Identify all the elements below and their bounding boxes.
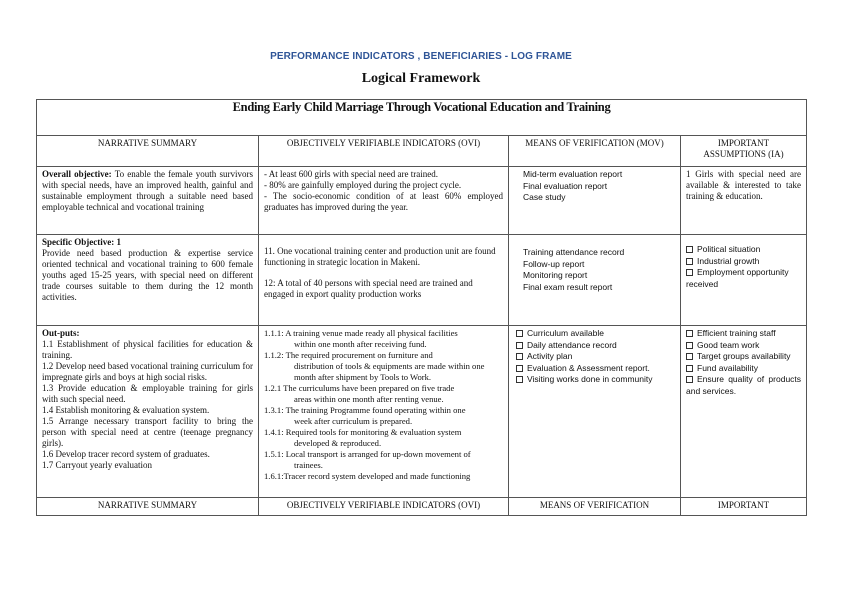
ia-text: Efficient training staff <box>697 328 776 338</box>
ovi-line: 1.3.1: The training Programme found operating within one <box>264 405 466 415</box>
specific-ovi <box>259 235 509 326</box>
ovi-line: - At least 600 girls with special need are trained. <box>264 169 438 179</box>
output-item: 1.4 Establish monitoring & evaluation system. <box>42 405 210 415</box>
ovi-line: - The socio-economic condition of at least 60% employed graduates has improved during the year. <box>264 191 503 212</box>
checkbox-icon <box>516 376 523 383</box>
overall-ia: 1 Girls with special need are available & interested to take training & education. <box>681 167 807 235</box>
ia-item <box>686 340 801 352</box>
checkbox-icon <box>686 246 693 253</box>
table-row-overall <box>37 167 807 235</box>
header-ovi: OBJECTIVELY VERIFIABLE INDICATORS (OVI) <box>259 136 509 167</box>
ia-item <box>686 328 801 340</box>
footer-ovi: OBJECTIVELY VERIFIABLE INDICATORS (OVI) <box>259 498 509 516</box>
checkbox-icon <box>686 258 693 265</box>
mov-item: Final exam result report <box>523 281 613 292</box>
mov-item <box>516 363 675 375</box>
ia-text: Good team work <box>697 339 760 350</box>
ia-item <box>686 244 801 256</box>
output-item: 1.2 Develop need based vocational training curriculum for impregnate girls and boys at high social risks. <box>42 361 253 382</box>
mov-item: Case study <box>523 192 566 202</box>
ia-text: Employment opportunity received <box>686 267 789 289</box>
output-item: 1.7 Carryout yearly evaluation <box>42 460 152 470</box>
outputs-ia <box>681 326 807 498</box>
ovi-line: 1.5.1: Local transport is arranged for up-down movement of <box>264 449 471 459</box>
checkbox-icon <box>516 353 523 360</box>
footer-ia: IMPORTANT <box>681 498 807 516</box>
checkbox-icon <box>516 330 523 337</box>
specific-mov <box>509 235 681 326</box>
outputs-narrative <box>37 326 259 498</box>
mov-text: Daily attendance record <box>527 339 617 350</box>
ovi-line: 1.2.1 The curriculums have been prepared on five trade <box>264 383 455 393</box>
ovi-line: 1.4.1: Required tools for monitoring & evaluation system <box>264 427 462 437</box>
overall-text: To enable the female youth survivors with special needs, have an improved health, gainful and sustainable employment through a suitable need based employable technical and vocational training <box>42 169 253 212</box>
ia-item <box>686 363 801 375</box>
ia-text: Ensure quality of products and services. <box>686 374 802 396</box>
ovi-line-cont: developed & reproduced. <box>294 438 382 448</box>
specific-narrative <box>37 235 259 326</box>
overall-narrative <box>37 167 259 235</box>
checkbox-icon <box>686 365 693 372</box>
mov-text: Activity plan <box>527 351 573 361</box>
ia-item <box>686 351 801 363</box>
document-title: Logical Framework <box>361 71 481 86</box>
ia-item <box>686 256 801 268</box>
ovi-line: 11. One vocational training center and production unit are found functioning in strategic location in Makeni. <box>264 246 496 267</box>
ia-text: Target groups availability <box>697 351 791 361</box>
mov-text: Visiting works done in community <box>527 374 653 384</box>
ovi-line: - 80% are gainfully employed during the project cycle. <box>264 180 462 190</box>
output-item: 1.6 Develop tracer record system of graduates. <box>42 449 210 459</box>
ovi-line-cont: areas within one month after renting venue. <box>294 394 444 404</box>
output-item: 1.1 Establishment of physical facilities for education & training. <box>42 339 253 360</box>
mov-item: Training attendance record <box>523 247 625 257</box>
page-heading: PERFORMANCE INDICATORS , BENEFICIARIES - LOG FRAME <box>270 51 572 62</box>
table-row-outputs <box>37 326 807 498</box>
table-row-specific <box>37 235 807 326</box>
footer-header-row <box>37 498 807 516</box>
header-ia: IMPORTANT ASSUMPTIONS (IA) <box>681 136 807 167</box>
ovi-line-cont: trainees. <box>294 460 323 470</box>
ia-item <box>686 374 801 397</box>
footer-mov: MEANS OF VERIFICATION <box>509 498 681 516</box>
ovi-line: 1.1.2: The required procurement on furniture and <box>264 350 433 360</box>
ovi-line-cont: distribution of tools & equipments are made within one month after shipment by Tools to Work. <box>294 361 485 382</box>
header-row <box>37 136 807 167</box>
overall-label: Overall objective: <box>42 169 112 179</box>
log-frame-table <box>36 99 807 516</box>
mov-item <box>516 374 675 386</box>
project-title: Ending Early Child Marriage Through Vocational Education and Training <box>37 100 807 136</box>
outputs-label: Out-puts: <box>42 328 80 338</box>
mov-text: Evaluation & Assessment report. <box>527 362 650 373</box>
ovi-line: 1.6.1:Tracer record system developed and made functioning <box>264 471 471 481</box>
mov-item: Follow-up report <box>523 258 585 269</box>
mov-item <box>516 328 675 340</box>
specific-ia <box>681 235 807 326</box>
output-item: 1.3 Provide education & employable training for girls with such special need. <box>42 383 253 404</box>
ia-text: Political situation <box>697 244 761 254</box>
mov-item <box>516 351 675 363</box>
mov-item: Mid-term evaluation report <box>523 169 623 179</box>
ia-text: Industrial growth <box>697 255 760 266</box>
checkbox-icon <box>686 353 693 360</box>
specific-text: Provide need based production & expertise service oriented technical and vocational training to 600 female youths aged 15-25 years, with special need on different trade courses suitable to them during the 12 month activities. <box>42 248 253 302</box>
overall-mov <box>509 167 681 235</box>
ovi-line-cont: week after curriculum is prepared. <box>294 416 413 426</box>
checkbox-icon <box>516 342 523 349</box>
checkbox-icon <box>686 376 693 383</box>
header-narrative: NARRATIVE SUMMARY <box>37 136 259 167</box>
ovi-line: 12: A total of 40 persons with special need are trained and engaged in export quality production works <box>264 278 473 299</box>
mov-item: Monitoring report <box>523 270 588 280</box>
footer-narrative: NARRATIVE SUMMARY <box>37 498 259 516</box>
output-item: 1.5 Arrange necessary transport facility to bring the person with special need at centre (teenage pregnancy girls). <box>42 416 253 448</box>
mov-text: Curriculum available <box>527 328 605 338</box>
ia-item <box>686 267 801 290</box>
specific-label: Specific Objective: 1 <box>42 237 121 247</box>
outputs-mov <box>509 326 681 498</box>
outputs-ovi <box>259 326 509 498</box>
header-mov: MEANS OF VERIFICATION (MOV) <box>509 136 681 167</box>
table-band-row <box>37 100 807 136</box>
checkbox-icon <box>686 330 693 337</box>
mov-item: Final evaluation report <box>523 180 608 191</box>
ovi-line: 1.1.1: A training venue made ready all physical facilities <box>264 328 458 338</box>
checkbox-icon <box>686 342 693 349</box>
ovi-line-cont: within one month after receiving fund. <box>294 339 427 349</box>
mov-item <box>516 340 675 352</box>
ia-text: Fund availability <box>697 362 758 373</box>
checkbox-icon <box>516 365 523 372</box>
overall-ovi <box>259 167 509 235</box>
checkbox-icon <box>686 269 693 276</box>
